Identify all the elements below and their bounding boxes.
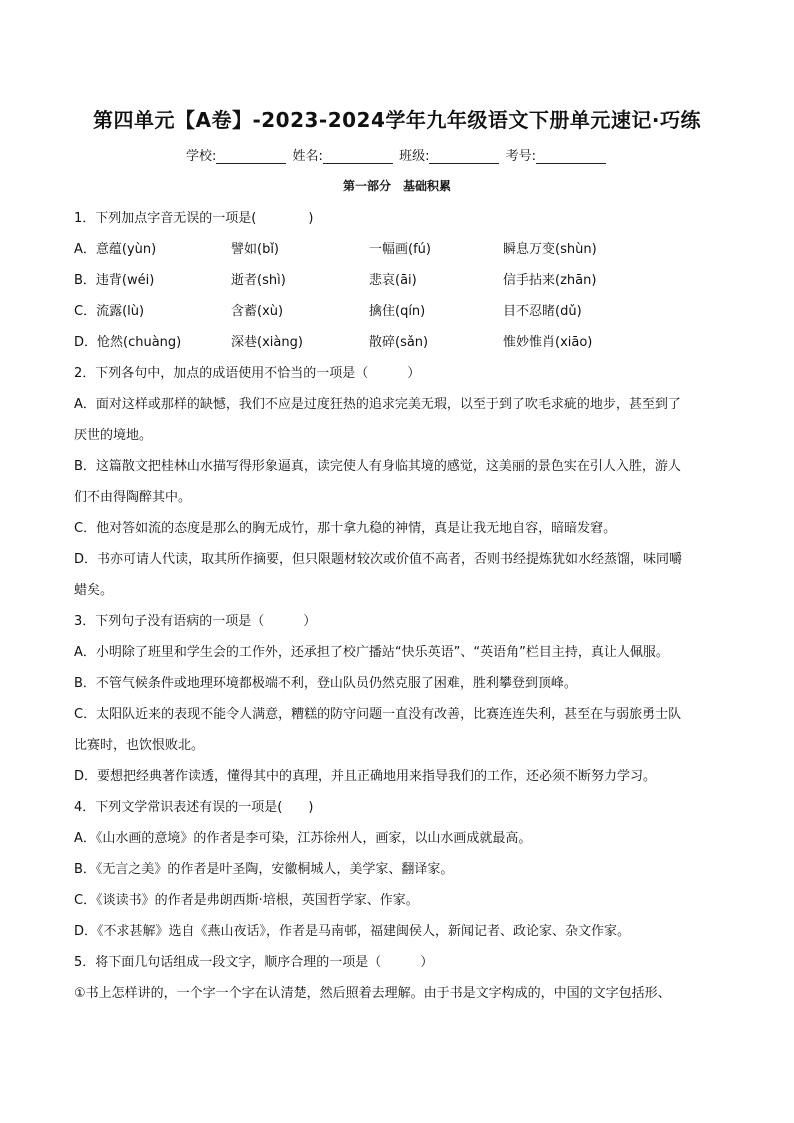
q1-option-row-d bbox=[74, 327, 724, 358]
q1-a-item4: 瞬息万变(shùn) bbox=[503, 242, 597, 257]
student-info-row bbox=[0, 145, 794, 164]
q2-option-b-line2: 们不由得陶醉其中。 bbox=[74, 490, 192, 505]
q1-a-item3: 一幅画(fú) bbox=[369, 242, 431, 257]
q1-d-item2: 深巷(xiàng) bbox=[231, 335, 303, 350]
q1-d-item1: D．怆然(chuàng) bbox=[74, 335, 182, 350]
q1-stem: 1．下列加点字音无误的一项是( ) bbox=[74, 211, 314, 226]
q1-b-item1: B．违背(wéi) bbox=[74, 273, 155, 288]
q1-c-item3: 擒住(qín) bbox=[369, 304, 426, 319]
q5-sentence-1: ①书上怎样讲的，一个字一个字在认清楚，然后照着去理解。由于书是文字构成的，中国的文字包括形、 bbox=[74, 986, 671, 1001]
q2-stem: 2．下列各句中，加点的成语使用不恰当的一项是（ ） bbox=[74, 366, 421, 381]
q2-option-a-line2: 厌世的境地。 bbox=[74, 428, 153, 443]
class-blank[interactable] bbox=[429, 149, 499, 164]
q3-option-b: B．不管气候条件或地理环境都极端不利，登山队员仍然克服了困难，胜利攀登到顶峰。 bbox=[74, 676, 577, 691]
q1-c-item1: C．流露(lù) bbox=[74, 304, 145, 319]
q4-option-a: A．《山水画的意境》的作者是李可染，江苏徐州人，画家，以山水画成就最高。 bbox=[74, 831, 532, 846]
name-label: 姓名: bbox=[292, 149, 323, 164]
q1-d-item4: 惟妙惟肖(xiāo) bbox=[503, 335, 593, 350]
q2-option-b-line1: B．这篇散文把桂林山水描写得形象逼真，读完使人有身临其境的感觉，这美丽的景色实在引人入胜，游人 bbox=[74, 459, 681, 474]
school-label: 学校: bbox=[186, 149, 217, 164]
section-heading: 第一部分 基础积累 bbox=[342, 179, 451, 193]
name-blank[interactable] bbox=[323, 149, 393, 164]
q3-option-c-line2: 比赛时，也饮恨败北。 bbox=[74, 738, 205, 753]
q3-option-a: A．小明除了班里和学生会的工作外，还承担了校广播站“快乐英语”、“英语角”栏目主持，真让人佩服。 bbox=[74, 645, 669, 660]
q4-option-b: B．《无言之美》的作者是叶圣陶，安徽桐城人，美学家、翻译家。 bbox=[74, 862, 454, 877]
q1-c-item2: 含蓄(xù) bbox=[231, 304, 284, 319]
q4-stem: 4．下列文学常识表述有误的一项是( ) bbox=[74, 800, 314, 815]
q2-option-d-line1: D．书亦可请人代读，取其所作摘要，但只限题材较次或价值不高者，否则书经提炼犹如水经蒸馏，味同嚼 bbox=[74, 552, 683, 567]
q1-option-row-c bbox=[74, 296, 724, 327]
class-label: 班级: bbox=[399, 149, 430, 164]
q5-stem: 5．将下面几句话组成一段文字，顺序合理的一项是（ ） bbox=[74, 955, 434, 970]
q3-option-c-line1: C．太阳队近来的表现不能令人满意，糟糕的防守问题一直没有改善，比赛连连失利，甚至在与弱旅勇士队 bbox=[74, 707, 682, 722]
q2-option-d-line2: 蜡矣。 bbox=[74, 583, 114, 598]
q1-d-item3: 散碎(sǎn) bbox=[369, 335, 429, 350]
q1-a-item2: 譬如(bǐ) bbox=[231, 242, 280, 257]
q1-option-row-a bbox=[74, 234, 724, 265]
q1-b-item2: 逝者(shì) bbox=[231, 273, 286, 288]
q2-option-c: C．他对答如流的态度是那么的胸无成竹，那十拿九稳的神情，真是让我无地自容，暗暗发窘。 bbox=[74, 521, 617, 536]
page-title: 第四单元【A卷】-2023-2024学年九年级语文下册单元速记·巧练 bbox=[92, 108, 701, 132]
q3-stem: 3．下列句子没有语病的一项是（ ） bbox=[74, 614, 317, 629]
q3-option-d: D．要想把经典著作读透，懂得其中的真理，并且正确地用来指导我们的工作，还必须不断努力学习。 bbox=[74, 769, 657, 784]
school-blank[interactable] bbox=[216, 149, 286, 164]
q4-option-c: C．《谈读书》的作者是弗朗西斯·培根，英国哲学家、作家。 bbox=[74, 893, 419, 908]
exam-no-label: 考号: bbox=[505, 149, 536, 164]
q1-b-item4: 信手拈来(zhān) bbox=[503, 273, 597, 288]
q1-b-item3: 悲哀(āi) bbox=[369, 273, 417, 288]
q2-option-a-line1: A．面对这样或那样的缺憾，我们不应是过度狂热的追求完美无瑕，以至于到了吹毛求疵的地步，甚至到了 bbox=[74, 397, 681, 412]
q4-option-d: D．《不求甚解》选自《燕山夜话》，作者是马南邨，福建闽侯人，新闻记者、政论家、杂文作家。 bbox=[74, 924, 631, 939]
exam-no-blank[interactable] bbox=[536, 149, 606, 164]
q1-c-item4: 目不忍睹(dǔ) bbox=[503, 304, 582, 319]
q1-a-item1: A．意蕴(yùn) bbox=[74, 242, 157, 257]
q1-option-row-b bbox=[74, 265, 724, 296]
questions-body bbox=[74, 203, 724, 1009]
